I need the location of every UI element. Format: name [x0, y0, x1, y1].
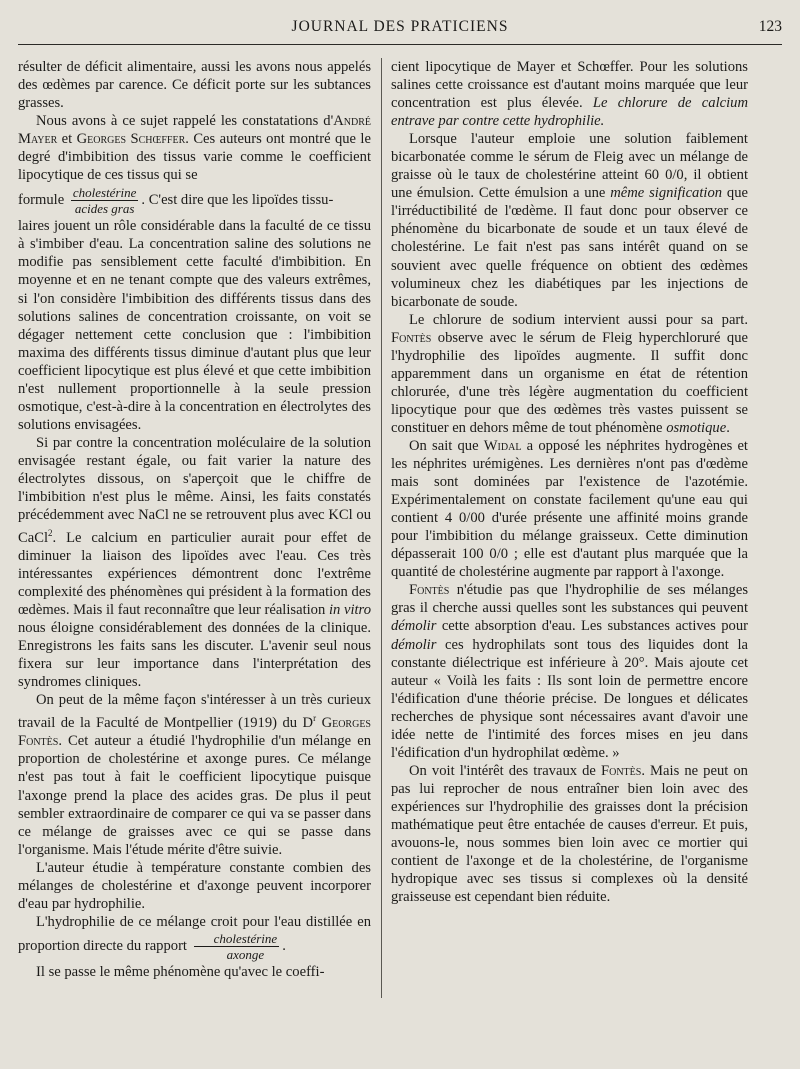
paragraph: [18, 913, 371, 962]
italic-text: Le chlorure de calcium entrave par contre cette hydrophilie.: [391, 95, 748, 130]
author-name: Fontès: [391, 329, 432, 346]
paragraph: [18, 58, 371, 112]
text: Le chlorure de sodium intervient aussi pour sa part.: [409, 311, 748, 328]
italic-text: démolir: [391, 636, 437, 653]
superscript: r: [313, 713, 317, 724]
text: .: [726, 419, 730, 436]
text: et: [57, 131, 77, 148]
paragraph: [18, 691, 371, 858]
text: cient lipocytique de Mayer et Schœffer. Pour les solutions salines cette croissance est d'autant moins marquée que leur concentration est plus élevée.: [391, 59, 748, 112]
text: On voit l'intérêt des travaux de: [409, 762, 601, 779]
text: . Mais ne peut on pas lui reprocher de nous entraîner bien loin avec des expériences sur l'hydrophilie des graisses dont la précision mathématique peut être entachée de causes d'erreur. Et puis, avouons-le, nous sommes bien loin avec ce mortier qui contient de l'axonge et de la cholestérine, de l'organisme hydropique avec ses tissus si complexes où la densité graisseuse est cependant bien réduite.: [391, 762, 748, 906]
author-name: Widal: [483, 437, 522, 454]
author-name: Fontès: [409, 582, 450, 599]
journal-title: JOURNAL DES PRATICIENS: [291, 18, 509, 35]
text: a opposé les néphrites hydrogènes et les néphrites urémigènes. Les dernières n'ont pas d'œdème mais sont dominées par l'existence de l'azotémie. Expérimentalement on constate facilement qu'une eau qui contient 4 0/00 d'urée présente une affinité moins grande pour l'imbibition du mélange graisseux. Cette diminution dépasserait 100 0/0 ; elle est d'autant plus marquée que la quantité de cholestérine augmente par rapport à l'axonge.: [391, 437, 748, 581]
fraction-numerator: cholestérine: [72, 185, 137, 201]
author-name: André Mayer: [18, 113, 371, 148]
text: résulter de déficit alimentaire, aussi les avons nous appelés des œdèmes par carence. Ce déficit porte sur les subtances grasses.: [18, 59, 371, 112]
text: cette absorption d'eau. Les substances actives pour: [436, 618, 748, 635]
paragraph: [18, 859, 371, 913]
header-rule: [18, 44, 782, 45]
text: observe avec le sérum de Fleig hyperchloruré que l'hydrophilie des lipoïdes augmente. Il suffit donc apparemment dans un organisme en état de rétention chlorurée, d'une très légère augmentation du coefficient lipocytique pour que des œdèmes très vastes puissent se constituer en dehors même de tout phénomène: [391, 329, 748, 436]
text: On peut de la même façon s'intéresser à un très curieux travail de la Faculté de Montpellier (1919) du D: [18, 692, 371, 732]
text: Il se passe le même phénomène qu'avec le coeffi-: [36, 963, 325, 980]
fraction-cholesterine-axonge: [194, 931, 280, 962]
superscript: 2: [48, 528, 53, 539]
text: Si par contre la concentration moléculaire de la solution envisagée restant égale, ou fait varier la nature des électrolytes dissous, on s'aperçoit que le chiffre de l'imbibition n'est plus le même. Ainsi, les faits constatés précédemment avec NaCl ne se retrouvent plus avec KCl ou CaCl: [18, 434, 371, 546]
left-column: [18, 58, 371, 981]
text: que l'irréductibilité de l'œdème. Il faut donc pour observer ce phénomène du bicarbonate de soude et un taux élevé de cholestérine. Le fait n'est pas sans intérêt quand on se souvient avec quelle fréquence on obtient des œdèmes volumineux chez les diabétiques par les injections de bicarbonate de soude.: [391, 185, 748, 310]
paragraph: [391, 58, 748, 130]
paragraph: [391, 130, 748, 310]
text: .: [282, 937, 286, 954]
formula-line: [18, 185, 371, 216]
paragraph: [391, 311, 748, 437]
text: Lorsque l'auteur emploie une solution faiblement bicarbonatée comme le sérum de Fleig avec un mélange de graisse où le taux de cholestérine atteint 60 0/0, il obtient une émulsion. Cette émulsion a une: [391, 131, 748, 202]
italic-text: osmotique: [666, 419, 727, 436]
text: . Cet auteur a étudié l'hydrophilie d'un mélange en proportion de cholestérine et axonge pures. Ce mélange n'est pas tout à fait le coefficient lipocytique puisque l'axonge prend la place des acides gras. De plus il peut sembler extraordinaire de comparer ce qui va se passer dans ce mélange de graisses avec ce qui se passe dans l'organisme. Mais l'étude mérite d'être suivie.: [18, 733, 371, 858]
text: ces hydrophilats sont tous des liquides dont la constante diélectrique est inférieure à 20°. Mais ajoute cet auteur « Voilà les faits : Ils sont loin de permettre encore l'édification d'une théorie précise. De longues et délicates recherches de physique sont nécessaires avant d'avoir une idée nette de l'intimité des forces mises en jeu dans l'édification d'un hydrophilat œdème. »: [391, 636, 748, 761]
page-header: [18, 18, 782, 40]
text: nous éloigne considérablement des données de la clinique. Enregistrons les faits sans les discuter. L'avenir seul nous fixera sur leur importance dans l'interprétation des syndromes cliniques.: [18, 620, 371, 691]
right-column: [391, 58, 748, 906]
text: formule: [18, 192, 65, 209]
fraction-denominator: axonge: [226, 946, 265, 962]
italic-text: même signification: [610, 185, 723, 202]
text: L'auteur étudie à température constante combien des mélanges de cholestérine et d'axonge peuvent incorporer d'eau par hydrophilie.: [18, 859, 371, 912]
fraction-cholesterine-acides-gras: [71, 185, 139, 216]
paragraph: [391, 437, 748, 581]
text: L'hydrophilie de ce mélange croit pour l'eau distillée en proportion directe du rapport: [18, 913, 371, 954]
paragraph: [18, 434, 371, 692]
text: . Ces auteurs ont montré que le degré d'imbibition des tissus varie comme le coefficient lipocytique de ces tissus qui se: [18, 131, 371, 184]
author-name: Georges Schœffer: [76, 131, 186, 148]
paragraph: [18, 112, 371, 184]
fraction-numerator: cholestérine: [194, 931, 280, 947]
text: Nous avons à ce sujet rappelé les constatations d': [36, 113, 334, 130]
text: . C'est dire que les lipoïdes tissu-: [141, 192, 334, 209]
italic-text: démolir: [391, 618, 437, 635]
text: . Le calcium en particulier aurait pour effet de diminuer la liaison des lipoïdes avec l'eau. Ces très intéressantes expériences démontrent donc l'extrême complexité des phénomènes qui président à la formation des œdèmes. Mais il faut reconnaître que leur réalisation: [18, 529, 371, 619]
page-number: 123: [758, 18, 782, 35]
column-divider: [381, 58, 382, 998]
italic-text: in vitro: [328, 602, 371, 619]
text: On sait que: [409, 437, 484, 454]
paragraph: [18, 217, 371, 434]
author-name: Fontès: [600, 762, 642, 779]
paragraph: [18, 963, 371, 981]
fraction-denominator: acides gras: [74, 201, 135, 217]
text: n'étudie pas que l'hydrophilie de ses mélanges gras il cherche aussi quelles sont les substances qui peuvent: [391, 582, 748, 617]
text: laires jouent un rôle considérable dans la faculté de ce tissu à s'imbiber d'eau. La concentration saline des solutions ne modifie pas sensiblement cette faculté d'imbibition. En moyenne et en ne tenant compte que des valeurs extrêmes, si l'on considère l'imbibition des différents tissus dans des solutions salines de concentration croissante, on voit se dégager nettement cette conclusion que : l'imbibition maxima des différents tissus diminue d'autant plus que leur coefficient lipocytique est plus élevé et que cette imbibition n'est nullement proportionnelle à la seule pression osmotique, c'est-à-dire à la concentration en électrolytes des solutions envisagées.: [18, 218, 371, 433]
author-name: Georges Fontès: [18, 715, 371, 750]
paragraph: [391, 581, 748, 761]
paragraph: [391, 762, 748, 906]
